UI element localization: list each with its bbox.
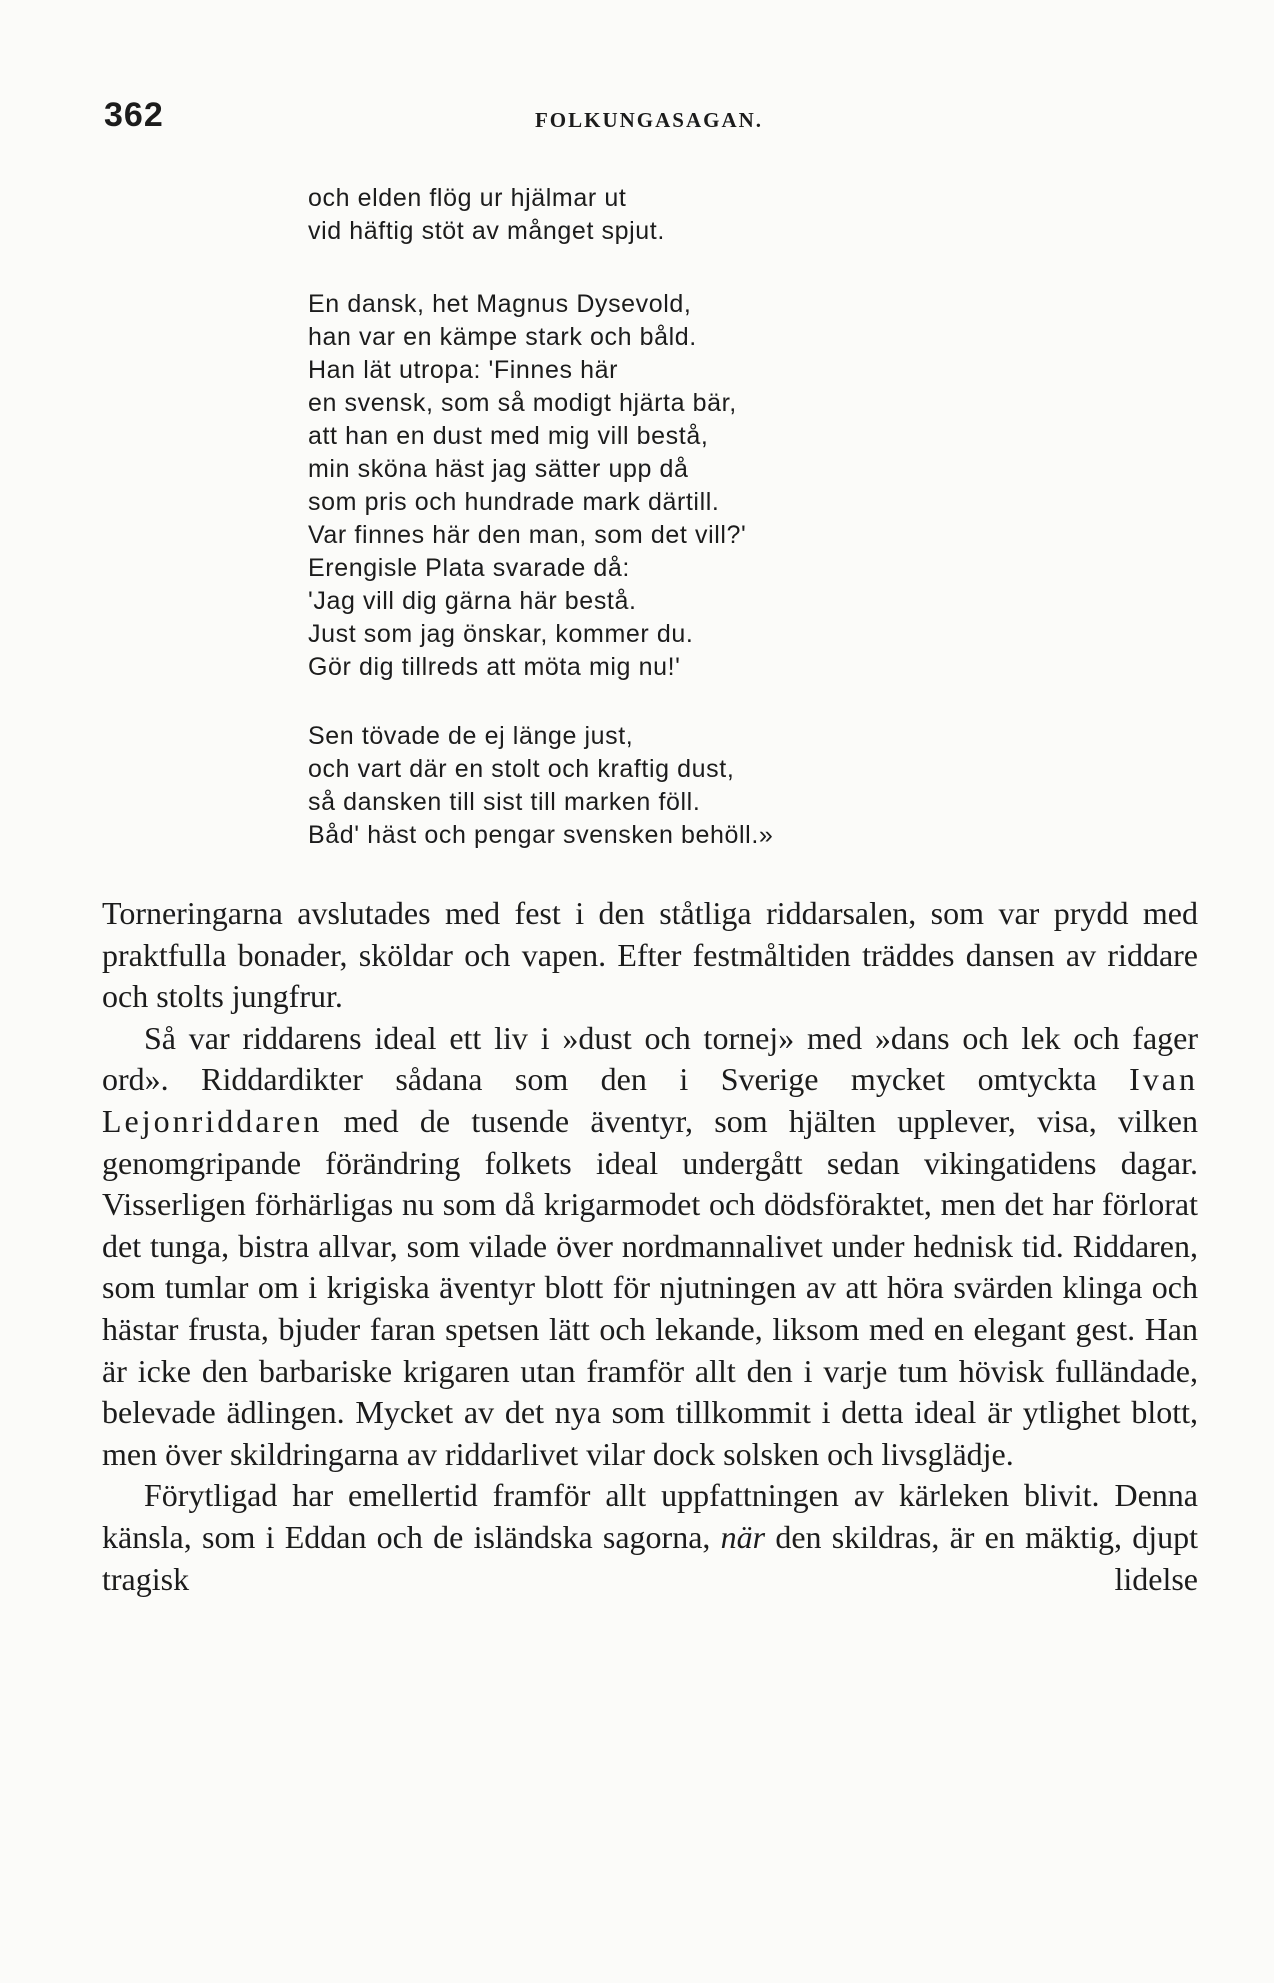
- verse-line: och vart där en stolt och kraftig dust,: [308, 755, 735, 783]
- verse-line: min sköna häst jag sätter upp då: [308, 455, 689, 483]
- running-title: FOLKUNGASAGAN.: [534, 108, 764, 132]
- verse-line: 'Jag vill dig gärna här bestå.: [308, 587, 637, 615]
- emphasis-word: när: [720, 1518, 766, 1555]
- verse-line: så dansken till sist till marken föll.: [308, 788, 701, 816]
- verse-stanza-3: [308, 720, 1028, 852]
- verse-line: att han en dust med mig vill bestå,: [308, 422, 709, 450]
- verse-line: Han lät utropa: 'Finnes här: [308, 356, 619, 384]
- paragraph-knight-ideal: [102, 1018, 1198, 1476]
- paragraph-text: Så var riddarens ideal ett liv i »dust och tornej» med »dans och lek och fager ord». Riddardikter sådana som den i Sverige mycket omtyckta: [102, 1019, 1198, 1098]
- book-title-ivan: Ivan Lejonriddaren: [102, 1061, 1198, 1139]
- verse-line: Båd' häst och pengar svensken behöll.»: [308, 821, 774, 849]
- paragraph-love: [102, 1475, 1198, 1600]
- paragraph-tournament-feast: Torneringarna avslutades med fest i den ståtliga riddarsalen, som var prydd med praktfulla bonader, sköldar och vapen. Efter festmåltiden träddes dansen av riddare och stolts jungfrur.: [102, 895, 1198, 1015]
- paragraph-text: med de tusende äventyr, som hjälten upplever, visa, vilken genomgripande förändring folkets ideal undergått sedan vikingatidens dagar. Visserligen förhärligas nu som då krigarmodet och dödsföraktet, men det har förlorat det tunga, bistra allvar, som vilade över nordmannalivet under hednisk tid. Riddaren, som tumlar om i krigiska äventyr blott för njutningen av att höra svärden klinga och hästar frusta, bjuder faran spetsen lätt och lekande, liksom med en elegant gest. Han är icke den barbariske krigaren utan framför allt den i varje tum hövisk fulländade, belevade ädlingen. Mycket av det nya som tillkommit i detta ideal är ytlighet blott, men över skildringarna av riddarlivet vilar dock solsken och livsglädje.: [102, 1102, 1198, 1472]
- verse-line: Var finnes här den man, som det vill?': [308, 521, 747, 549]
- verse-line: en svensk, som så modigt hjärta bär,: [308, 389, 737, 417]
- verse-stanza-2: [308, 288, 1028, 684]
- verse-line: Sen tövade de ej länge just,: [308, 722, 634, 750]
- page-header: [104, 96, 1194, 146]
- verse-stanza-1: [308, 182, 1028, 248]
- verse-line: Gör dig tillreds att möta mig nu!': [308, 653, 681, 681]
- verse-line: han var en kämpe stark och båld.: [308, 323, 697, 351]
- verse-line: vid häftig stöt av månget spjut.: [308, 217, 665, 245]
- verse-line: som pris och hundrade mark därtill.: [308, 488, 720, 516]
- paragraph-text: Förytligad har emellertid framför allt uppfattningen av kärleken blivit. Denna känsla, som i Eddan och de isländska sagorna,: [102, 1477, 1198, 1555]
- verse-line: och elden flög ur hjälmar ut: [308, 184, 627, 212]
- page-number: 362: [104, 96, 164, 134]
- verse-line: En dansk, het Magnus Dysevold,: [308, 290, 692, 318]
- verse-line: Erengisle Plata svarade då:: [308, 554, 630, 582]
- verse-line: Just som jag önskar, kommer du.: [308, 620, 694, 648]
- paragraph-text: den skildras, är en mäktig, djupt tragisk lidelse: [102, 1518, 1199, 1597]
- prose-body: [102, 893, 1198, 1600]
